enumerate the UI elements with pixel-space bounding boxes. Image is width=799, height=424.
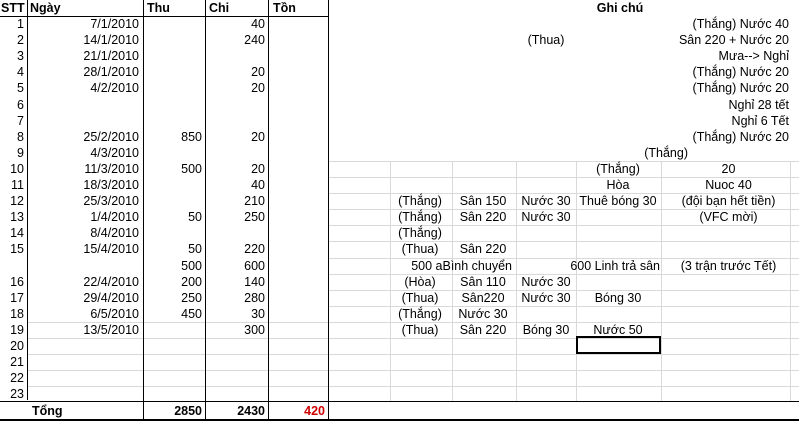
row-ngay[interactable]: 18/3/2010: [83, 178, 139, 192]
total-ton[interactable]: 420: [304, 404, 325, 418]
row-note[interactable]: (Thắng): [398, 226, 442, 241]
row-thu[interactable]: [146, 64, 204, 80]
row-stt[interactable]: 11: [11, 178, 24, 192]
row-note[interactable]: (Thắng): [596, 161, 640, 176]
row-note[interactable]: Nước 30: [458, 306, 508, 321]
row-chi[interactable]: [207, 354, 267, 370]
gridline: [328, 354, 799, 355]
row-note[interactable]: Nuoc 40: [705, 178, 752, 192]
row-stt[interactable]: 19: [10, 322, 24, 337]
row-note[interactable]: 20: [721, 161, 736, 176]
row-chi[interactable]: 20: [251, 161, 265, 176]
row-stt[interactable]: 13: [10, 210, 24, 225]
row-stt[interactable]: 7: [17, 113, 24, 128]
row-note[interactable]: (Thắng): [398, 194, 442, 209]
row-ngay[interactable]: [28, 97, 142, 113]
row-ngay[interactable]: 14/1/2010: [83, 33, 139, 48]
row-stt[interactable]: 23: [10, 387, 24, 402]
row-chi[interactable]: 40: [251, 178, 265, 192]
row-note[interactable]: Sân 220: [459, 210, 507, 225]
row-chi[interactable]: 20: [251, 81, 265, 96]
row-thu[interactable]: 450: [181, 306, 202, 321]
row-thu[interactable]: [146, 354, 204, 370]
row-thu[interactable]: 200: [181, 274, 202, 289]
row-stt[interactable]: 12: [10, 194, 24, 209]
row-note[interactable]: (Thắng) Nước 20: [692, 81, 789, 96]
row-thu[interactable]: [146, 177, 204, 193]
row-ngay[interactable]: 25/3/2010: [83, 194, 139, 209]
row-chi[interactable]: [207, 97, 267, 113]
row-chi[interactable]: [207, 48, 267, 64]
row-chi[interactable]: 20: [251, 129, 265, 144]
row-stt[interactable]: 14: [10, 226, 24, 241]
row-ngay[interactable]: [28, 386, 142, 402]
header-ngay[interactable]: Ngày: [30, 1, 61, 15]
row-note[interactable]: (Thua): [401, 242, 439, 257]
row-stt[interactable]: 4: [17, 65, 24, 80]
row-note[interactable]: Nước 30: [521, 194, 571, 209]
row-note[interactable]: Sân 110: [460, 274, 506, 289]
row-note[interactable]: (Thắng) Nước 20: [692, 65, 789, 80]
row-note[interactable]: Sân 220: [459, 242, 507, 257]
row-thu[interactable]: [146, 338, 204, 354]
row-note[interactable]: Nước 30: [521, 274, 571, 289]
row-ngay[interactable]: 15/4/2010: [83, 242, 139, 257]
row-note[interactable]: (Thắng): [398, 306, 442, 321]
row-thu[interactable]: 50: [188, 210, 202, 225]
row-note[interactable]: Nước 30: [521, 290, 571, 305]
row-stt[interactable]: 1: [17, 17, 24, 31]
row-ngay[interactable]: [28, 258, 142, 274]
row-ngay[interactable]: 28/1/2010: [83, 65, 139, 80]
row-chi[interactable]: 240: [244, 33, 265, 48]
row-note[interactable]: Sân 220 + Nước 20: [678, 33, 789, 48]
col-border: [328, 0, 329, 419]
row-thu[interactable]: 250: [181, 290, 202, 305]
row-chi[interactable]: 600: [244, 258, 265, 273]
row-note[interactable]: Nước 50: [593, 322, 643, 337]
row-chi[interactable]: 280: [244, 290, 265, 305]
row-note[interactable]: Sân220: [461, 290, 505, 305]
row-note[interactable]: (Thắng) Nước 40: [692, 17, 789, 31]
row-thu[interactable]: [146, 16, 204, 32]
row-thu[interactable]: [146, 225, 204, 241]
row-thu[interactable]: [146, 32, 204, 48]
row-note[interactable]: 600 Linh trả sân: [570, 258, 660, 273]
row-thu[interactable]: [146, 145, 204, 161]
row-ngay[interactable]: 1/4/2010: [90, 210, 139, 225]
row-note[interactable]: (Thua): [527, 33, 565, 48]
row-note[interactable]: Hòa: [606, 178, 630, 192]
row-ngay[interactable]: 7/1/2010: [90, 17, 139, 31]
row-thu[interactable]: 500: [181, 258, 202, 273]
row-note[interactable]: (VFC mời): [699, 210, 758, 225]
row-note[interactable]: Nghỉ 28 tết: [728, 97, 789, 112]
row-stt[interactable]: 18: [10, 306, 24, 321]
row-stt[interactable]: 15: [10, 242, 24, 257]
row-chi[interactable]: 40: [251, 17, 265, 31]
row-stt[interactable]: 6: [17, 97, 24, 112]
row-ngay[interactable]: [28, 338, 142, 354]
row-note[interactable]: (3 trận trước Tết): [680, 258, 777, 273]
row-chi[interactable]: 30: [251, 306, 265, 321]
row-note[interactable]: Nghỉ 6 Tết: [731, 113, 789, 128]
col-border: [268, 0, 269, 419]
row-stt[interactable]: 17: [10, 290, 24, 305]
row-stt[interactable]: 9: [17, 145, 24, 160]
row-chi[interactable]: 140: [244, 274, 265, 289]
row-stt[interactable]: 20: [10, 339, 24, 353]
row-ngay[interactable]: 13/5/2010: [83, 322, 139, 337]
row-stt[interactable]: 8: [17, 129, 24, 144]
row-note[interactable]: (Thắng): [398, 210, 442, 225]
row-thu[interactable]: [146, 193, 204, 209]
row-ngay[interactable]: 22/4/2010: [83, 274, 139, 289]
row-note[interactable]: Bóng 30: [522, 322, 570, 337]
header-chi[interactable]: Chi: [209, 1, 230, 15]
row-note[interactable]: (đội bạn hết tiền): [681, 194, 776, 209]
row-note[interactable]: Mưa--> Nghỉ: [718, 49, 789, 64]
total-border-bottom: [0, 419, 799, 421]
gridline: [328, 338, 799, 339]
row-ngay[interactable]: 21/1/2010: [83, 49, 139, 64]
row-stt[interactable]: 22: [10, 371, 24, 386]
row-ngay[interactable]: [28, 113, 142, 129]
row-chi[interactable]: [207, 386, 267, 402]
row-ngay[interactable]: 4/2/2010: [90, 81, 139, 96]
header-thu[interactable]: Thu: [147, 1, 170, 15]
row-stt[interactable]: [0, 258, 26, 274]
row-note[interactable]: (Thắng): [644, 145, 688, 160]
gridline: [328, 370, 799, 371]
row-thu[interactable]: [146, 386, 204, 402]
row-stt[interactable]: 2: [17, 33, 24, 48]
total-thu[interactable]: 2850: [174, 404, 202, 418]
row-thu[interactable]: [146, 113, 204, 129]
row-thu[interactable]: 850: [181, 129, 202, 144]
row-note[interactable]: Sân 220: [459, 322, 507, 337]
header-stt[interactable]: STT: [1, 1, 25, 15]
row-chi[interactable]: [207, 113, 267, 129]
row-stt[interactable]: 21: [10, 355, 24, 370]
total-chi[interactable]: 2430: [237, 404, 265, 418]
row-chi[interactable]: [207, 370, 267, 386]
row-stt[interactable]: 5: [17, 81, 24, 96]
row-chi[interactable]: 250: [244, 210, 265, 225]
row-ngay[interactable]: 4/3/2010: [90, 145, 139, 160]
row-thu[interactable]: [146, 322, 204, 338]
selected-cell[interactable]: [576, 336, 661, 354]
row-ngay[interactable]: 6/5/2010: [90, 306, 139, 321]
row-ngay[interactable]: 29/4/2010: [83, 290, 139, 305]
col-border: [205, 0, 206, 419]
row-thu[interactable]: [146, 97, 204, 113]
row-note[interactable]: (Thắng) Nước 20: [692, 129, 789, 144]
row-note[interactable]: 500 aBình chuyển: [411, 258, 512, 273]
row-thu[interactable]: [146, 80, 204, 96]
row-stt[interactable]: 10: [10, 161, 24, 176]
row-stt[interactable]: 3: [17, 49, 24, 64]
gridline: [328, 386, 799, 387]
row-note[interactable]: Nước 30: [521, 210, 571, 225]
row-chi[interactable]: [207, 225, 267, 241]
row-thu[interactable]: [146, 370, 204, 386]
row-note[interactable]: Sân 150: [459, 194, 507, 209]
row-thu[interactable]: [146, 48, 204, 64]
header-ton[interactable]: Tồn: [273, 1, 296, 15]
row-ngay[interactable]: 11/3/2010: [84, 161, 139, 176]
row-note[interactable]: Bóng 30: [594, 290, 642, 305]
row-thu[interactable]: 50: [188, 242, 202, 257]
row-thu[interactable]: 500: [181, 161, 202, 176]
row-stt[interactable]: 16: [10, 274, 24, 289]
row-note[interactable]: Thuê bóng 30: [579, 194, 657, 209]
row-chi[interactable]: 220: [244, 242, 265, 257]
row-note[interactable]: (Hòa): [404, 274, 436, 289]
row-chi[interactable]: 300: [244, 322, 265, 337]
row-ngay[interactable]: [28, 354, 142, 370]
row-note[interactable]: (Thua): [401, 322, 439, 337]
row-note[interactable]: (Thua): [401, 290, 439, 305]
row-ngay[interactable]: 8/4/2010: [90, 226, 139, 241]
row-chi[interactable]: 210: [244, 194, 265, 209]
row-chi[interactable]: [207, 145, 267, 161]
row-chi[interactable]: [207, 338, 267, 354]
col-border: [143, 0, 144, 419]
row-ngay[interactable]: 25/2/2010: [83, 129, 139, 144]
row-ngay[interactable]: [28, 370, 142, 386]
row-chi[interactable]: 20: [251, 65, 265, 80]
total-label[interactable]: Tổng: [32, 404, 63, 418]
header-ghichu[interactable]: Ghi chú: [596, 1, 644, 15]
